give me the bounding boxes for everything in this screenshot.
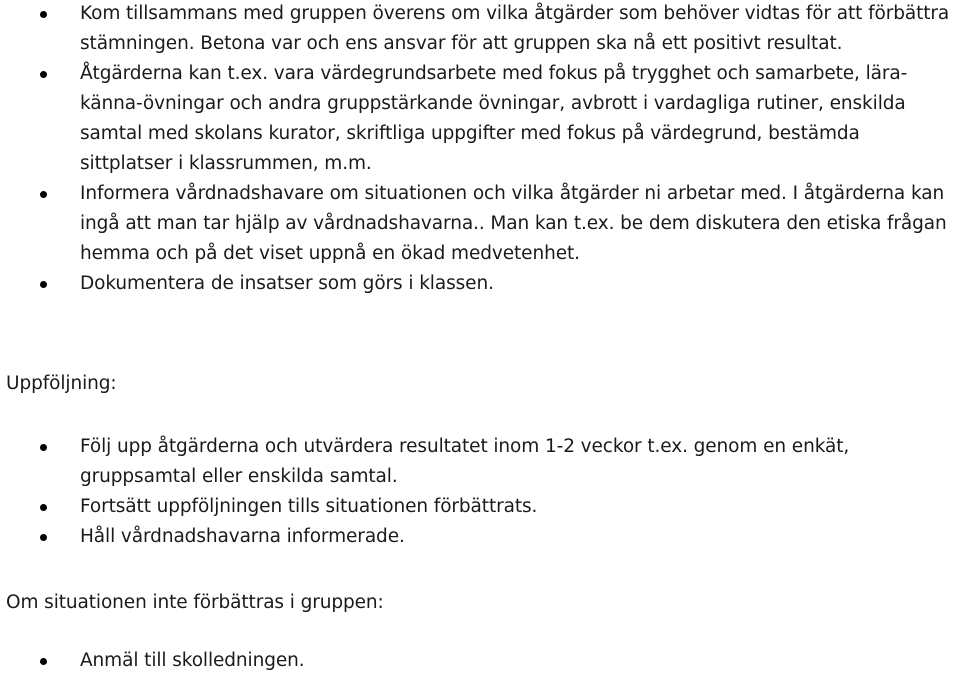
bullet-list-actions (0, 0, 960, 299)
list-item-text: Följ upp åtgärderna och utvärdera resultatet inom 1-2 veckor t.ex. genom en enkät, gruppsamtal eller enskilda samtal. (80, 436, 850, 487)
list-item (0, 522, 960, 552)
list-item (0, 646, 960, 676)
list-item (0, 492, 960, 522)
list-item-text: Informera vårdnadshavare om situationen och vilka åtgärder ni arbetar med. I åtgärderna kan ingå att man tar hjälp av vårdnadshavarna.. Man kan t.ex. be dem diskutera den etiska frågan hemma och på det viset uppnå en ökad medvetenhet. (80, 183, 947, 264)
list-item (0, 269, 960, 299)
bullet-icon (40, 11, 47, 18)
list-item-text: Dokumentera de insatser som görs i klassen. (80, 273, 494, 294)
bullet-icon (40, 444, 47, 451)
bullet-icon (40, 504, 47, 511)
list-item-text: Åtgärderna kan t.ex. vara värdegrundsarbete med fokus på trygghet och samarbete, lära-känna-övningar och andra gruppstärkande övningar, avbrott i vardagliga rutiner, enskilda samtal med skolans kurator, skriftliga uppgifter med fokus på värdegrund, bestämda sittplatser i klassrummen, m.m. (80, 63, 908, 174)
bullet-icon (40, 281, 47, 288)
list-item-text: Fortsätt uppföljningen tills situationen förbättrats. (80, 496, 538, 517)
list-item (0, 0, 960, 59)
list-item-text: Håll vårdnadshavarna informerade. (80, 526, 405, 547)
bullet-icon (40, 534, 47, 541)
list-item (0, 59, 960, 179)
section-heading-followup: Uppföljning: (6, 373, 117, 394)
bullet-list-followup (0, 432, 960, 552)
list-item-text: Anmäl till skolledningen. (80, 650, 305, 671)
bullet-list-escalation (0, 646, 960, 676)
list-item-text: Kom tillsammans med gruppen överens om vilka åtgärder som behöver vidtas för att förbättra stämningen. Betona var och ens ansvar för att gruppen ska nå ett positivt resultat. (80, 3, 950, 54)
list-item (0, 179, 960, 269)
bullet-icon (40, 658, 47, 665)
bullet-icon (40, 191, 47, 198)
list-item (0, 432, 960, 492)
bullet-icon (40, 71, 47, 78)
section-heading-escalation: Om situationen inte förbättras i gruppen: (6, 592, 384, 613)
